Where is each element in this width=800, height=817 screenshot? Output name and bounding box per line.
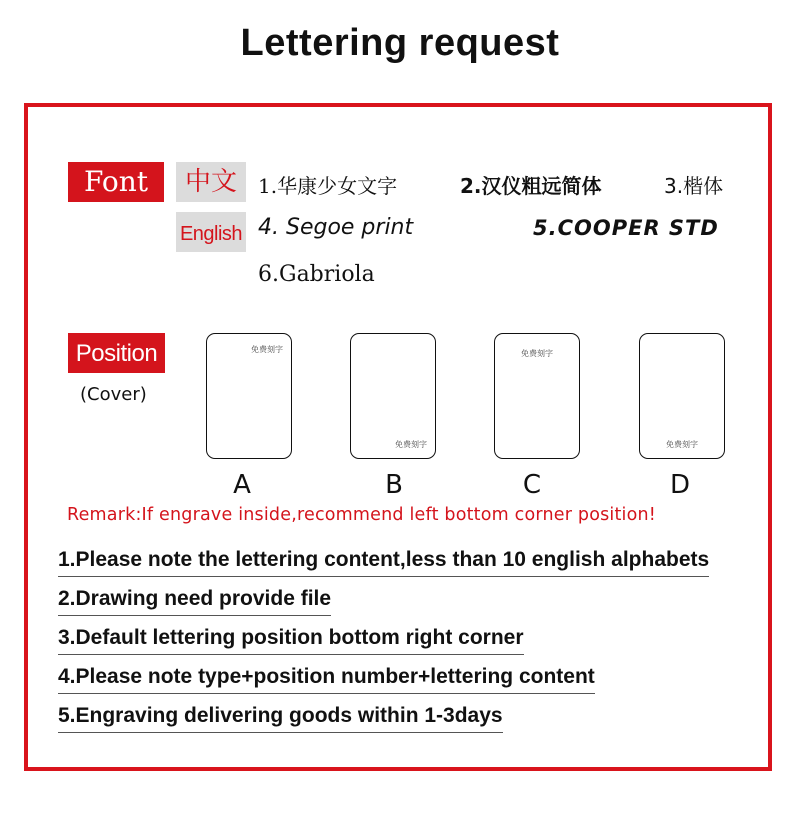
english-label: English (176, 212, 246, 252)
cover-label: (Cover) (80, 384, 147, 405)
position-card-a (206, 333, 292, 459)
chinese-label: 中文 (176, 162, 246, 202)
note-3: 3.Default lettering position bottom right corner (58, 626, 524, 655)
engraving-mark: 免费刻字 (666, 440, 698, 449)
engraving-mark: 免费刻字 (251, 345, 283, 354)
position-card-d (639, 333, 725, 459)
engraving-mark: 免费刻字 (521, 349, 553, 358)
card-label-c: C (522, 470, 542, 500)
font-option-4: 4. Segoe print (258, 215, 414, 240)
note-4: 4.Please note type+position number+lettering content (58, 665, 595, 694)
engraving-mark: 免费刻字 (395, 440, 427, 449)
position-label: Position (68, 333, 165, 373)
font-option-6: 6.Gabriola (258, 262, 375, 287)
note-5: 5.Engraving delivering goods within 1-3days (58, 704, 503, 733)
card-label-b: B (385, 470, 403, 500)
font-option-1: 1.华康少女文字 (258, 174, 398, 198)
font-option-2: 2.汉仪粗远简体 (460, 174, 602, 198)
note-2: 2.Drawing need provide file (58, 587, 331, 616)
page-title: Lettering request (240, 22, 560, 64)
font-label: Font (68, 162, 164, 202)
remark-text: Remark:If engrave inside,recommend left bottom corner position! (67, 505, 657, 525)
font-option-3: 3.楷体 (664, 174, 724, 198)
note-1: 1.Please note the lettering content,less than 10 english alphabets (58, 548, 709, 577)
position-card-c (494, 333, 580, 459)
position-card-b (350, 333, 436, 459)
font-option-5: 5.COOPER STD (533, 216, 719, 240)
card-label-d: D (669, 470, 691, 500)
card-label-a: A (233, 470, 251, 500)
